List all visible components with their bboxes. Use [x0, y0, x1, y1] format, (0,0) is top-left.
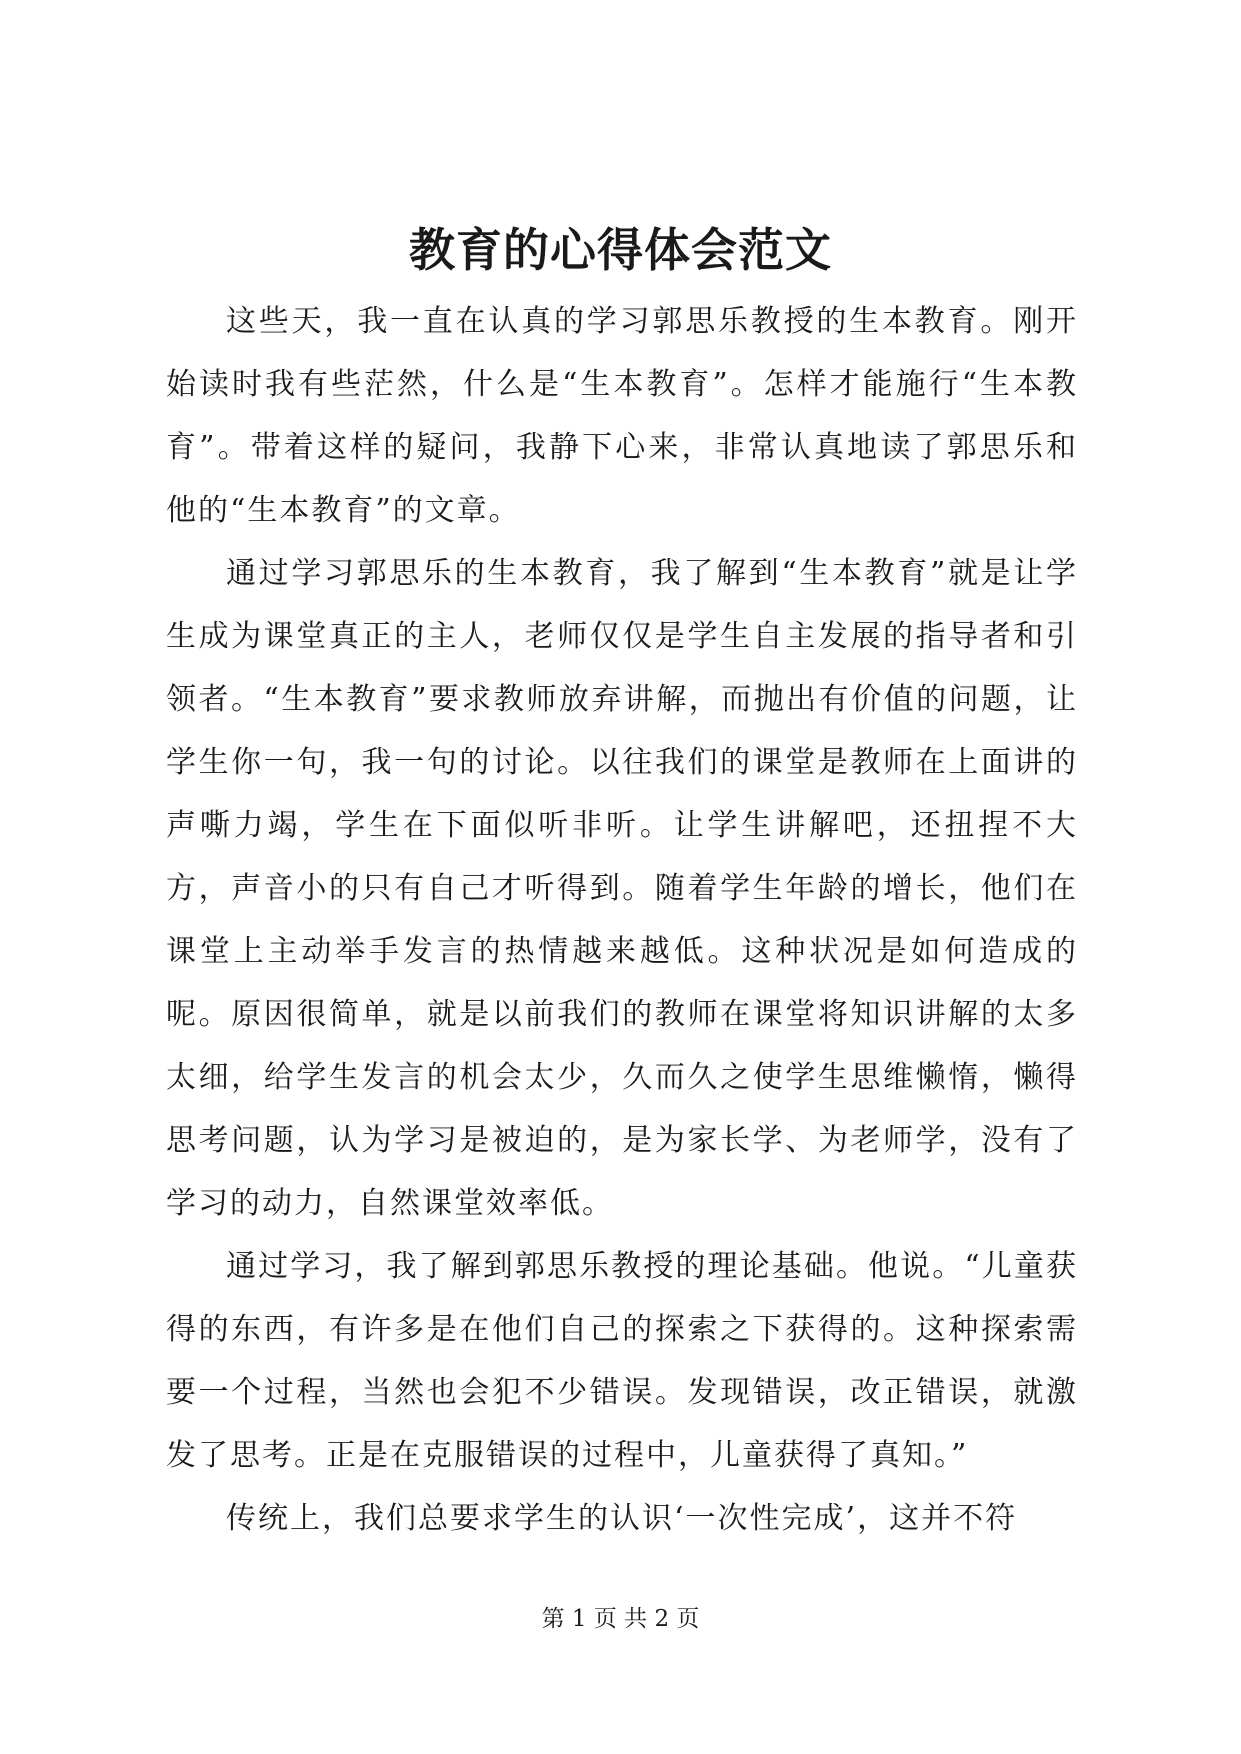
document-title: 教育的心得体会范文 — [409, 223, 832, 277]
paragraph-1: 这些天，我一直在认真的学习郭思乐教授的生本教育。刚开始读时我有些茫然，什么是“生本教育”。怎样才能施行“生本教育”。带着这样的疑问，我静下心来，非常认真地读了郭思乐和他的“生本教育”的文章。 — [166, 304, 1078, 528]
paragraph-3: 通过学习，我了解到郭思乐教授的理论基础。他说。“儿童获得的东西，有许多是在他们自己的探索之下获得的。这种探索需要一个过程，当然也会犯不少错误。发现错误，改正错误，就激发了思考。正是在克服错误的过程中，儿童获得了真知。” — [166, 1249, 1078, 1473]
document-body — [166, 290, 1078, 1550]
paragraph-4: 传统上，我们总要求学生的认识‘一次性完成’，这并不符 — [226, 1501, 1018, 1536]
paragraph-2: 通过学习郭思乐的生本教育，我了解到“生本教育”就是让学生成为课堂真正的主人，老师仅仅是学生自主发展的指导者和引领者。“生本教育”要求教师放弃讲解，而抛出有价值的问题，让学生你一句，我一句的讨论。以往我们的课堂是教师在上面讲的声嘶力竭，学生在下面似听非听。让学生讲解吧，还扭捏不大方，声音小的只有自己才听得到。随着学生年龄的增长，他们在课堂上主动举手发言的热情越来越低。这种状况是如何造成的呢。原因很简单，就是以前我们的教师在课堂将知识讲解的太多太细，给学生发言的机会太少，久而久之使学生思维懒惰，懒得思考问题，认为学习是被迫的，是为家长学、为老师学，没有了学习的动力，自然课堂效率低。 — [166, 556, 1078, 1221]
page-number-footer: 第 1 页 共 2 页 — [541, 1606, 700, 1632]
